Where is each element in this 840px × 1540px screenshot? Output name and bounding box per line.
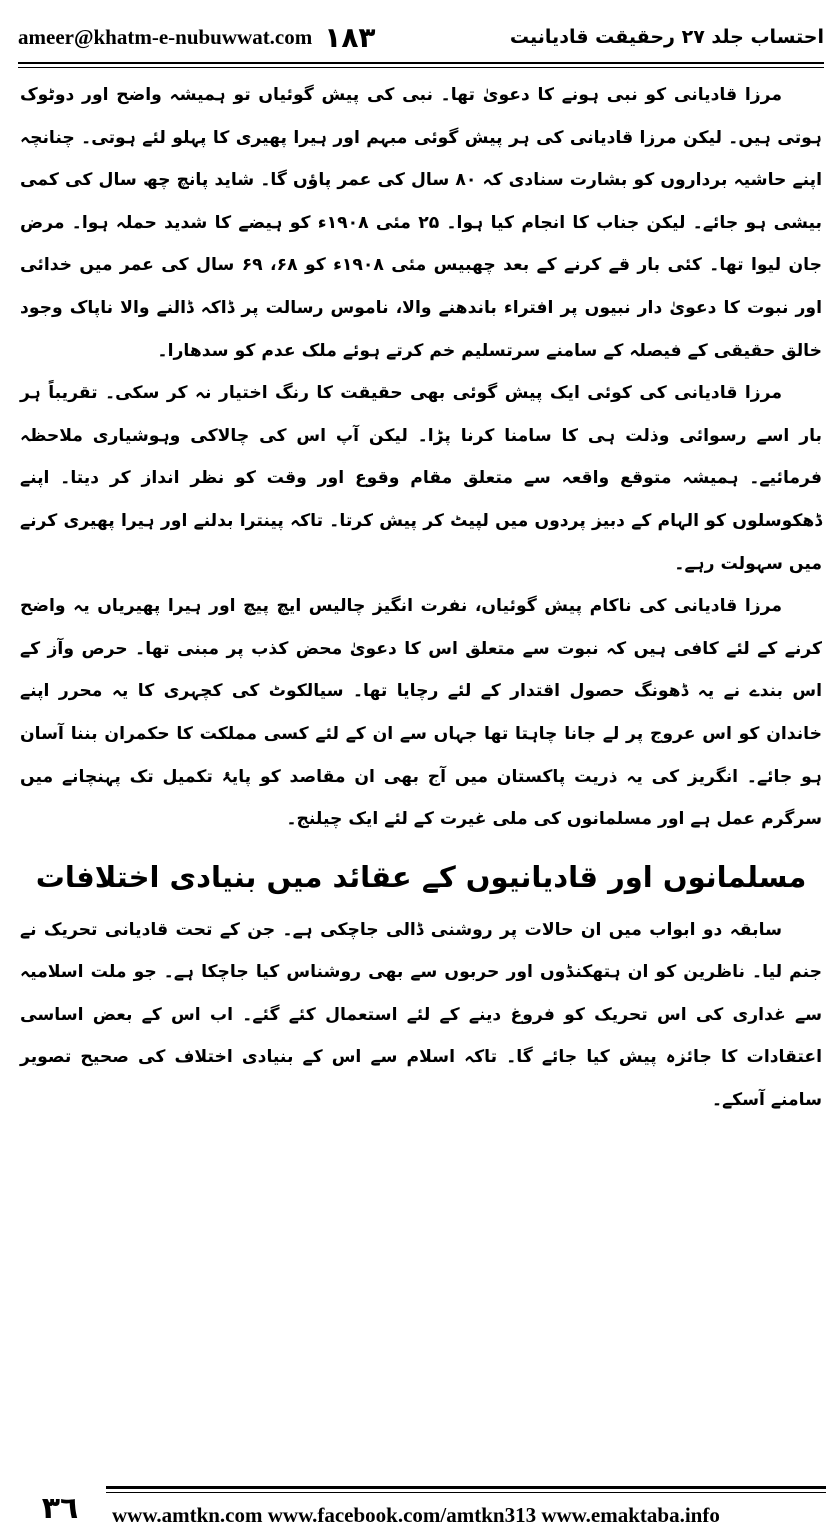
footer-page-number: ٣٦ <box>41 1490 79 1526</box>
header-running-title: احتساب جلد ۲۷ رحقیقت قادیانیت <box>509 26 824 48</box>
header-rule <box>18 62 824 68</box>
footer-links[interactable]: www.amtkn.com www.facebook.com/amtkn313 www.emaktaba.info <box>112 1503 720 1527</box>
footer-rule <box>106 1486 826 1493</box>
footer-bar <box>106 1486 826 1530</box>
section-heading: مسلمانوں اور قادیانیوں کے عقائد میں بنیادی اختلافات <box>35 859 807 894</box>
section-paragraph: سابقہ دو ابواب میں ان حالات پر روشنی ڈالی جاچکی ہے۔ جن کے تحت قادیانی تحریک نے جنم لیا۔ ناظرین کو ان ہتھکنڈوں اور حربوں سے بھی روشناس کیا جاچکا ہے۔ جو ملت اسلامیہ سے غداری کی اس تحریک کو فروغ دینے کے لئے استعمال کئے گئے۔ اب اس کے بعض اساسی اعتقادات کا جائزہ پیش کیا جائے گا۔ تاکہ اسلام سے اس کے بنیادی اختلاف کی صحیح تصویر سامنے آسکے۔ <box>20 919 822 1111</box>
paragraph-3: مرزا قادیانی کی ناکام پیش گوئیاں، نفرت انگیز چالیس ایچ پیچ اور ہیرا پھیریاں یہ واضح کرنے کے لئے کافی ہیں کہ نبوت سے متعلق اس کا دعویٰ محض کذب پر مبنی تھا۔ حرص وآز کے اس بندے نے یہ ڈھونگ حصول اقتدار کے لئے رچایا تھا۔ سیالکوٹ کی کچہری کا یہ محرر اپنے خاندان کو اس عروج پر لے جانا چاہتا تھا جہاں سے ان کے لئے کسی مملکت کا حکمران بننا آسان ہو جائے۔ انگریز کی یہ ذریت پاکستان میں آج بھی ان مقاصد کو پایۂ تکمیل تک پہنچانے میں سرگرم عمل ہے اور مسلمانوں کی ملی غیرت کے لئے ایک چیلنج۔ <box>20 596 822 830</box>
page-footer <box>14 1486 826 1530</box>
paragraph-2: مرزا قادیانی کی کوئی ایک پیش گوئی بھی حقیقت کا رنگ اختیار نہ کر سکی۔ تقریباً ہر بار اسے رسوائی وذلت ہی کا سامنا کرنا پڑا۔ لیکن آپ اس کی چالاکی وہوشیاری ملاحظہ فرمائیے۔ ہمیشہ متوقع واقعہ سے متعلق مقام وقوع اور وقت کو نظر انداز کر دیتا۔ اپنے ڈھکوسلوں کو الہام کے دبیز پردوں میں لپیٹ کر پیش کرتا۔ تاکہ پینترا بدلنے اور ہیرا پھیری کرنے میں سہولت رہے۔ <box>20 383 822 574</box>
header-page-number: ١٨٣ <box>324 20 376 54</box>
header-email[interactable]: ameer@khatm-e-nubuwwat.com <box>18 24 313 49</box>
page-header <box>18 14 824 60</box>
page-content <box>20 74 822 1122</box>
paragraph-1: مرزا قادیانی کو نبی ہونے کا دعویٰ تھا۔ نبی کی پیش گوئیاں تو ہمیشہ واضح اور دوٹوک ہوتی ہیں۔ لیکن مرزا قادیانی کی ہر پیش گوئی مبہم اور ہیرا پھیری کا پہلو لئے ہوتی۔ چنانچہ اپنے حاشیہ برداروں کو بشارت سنادی کہ ۸۰ سال کی عمر پاؤں گا۔ شاید پانچ چھ سال کی کمی بیشی ہو جائے۔ لیکن جناب کا انجام کیا ہوا۔ ۲۵ مئی ۱۹۰۸ء کو ہیضے کا شدید حملہ ہوا۔ مرض جان لیوا تھا۔ کئی بار قے کرنے کے بعد چھبیس مئی ۱۹۰۸ء کو ۶۸، ۶۹ سال کی عمر میں خدائی اور نبوت کا دعویٰ دار نبیوں پر افتراء باندھنے والا، ناموس رسالت پر ڈاکہ ڈالنے والا ناپاک وجود خالق حقیقی کے فیصلہ کے سامنے سرتسلیم خم کرتے ہوئے ملک عدم کو سدھارا۔ <box>20 85 823 361</box>
header-left <box>18 21 376 54</box>
